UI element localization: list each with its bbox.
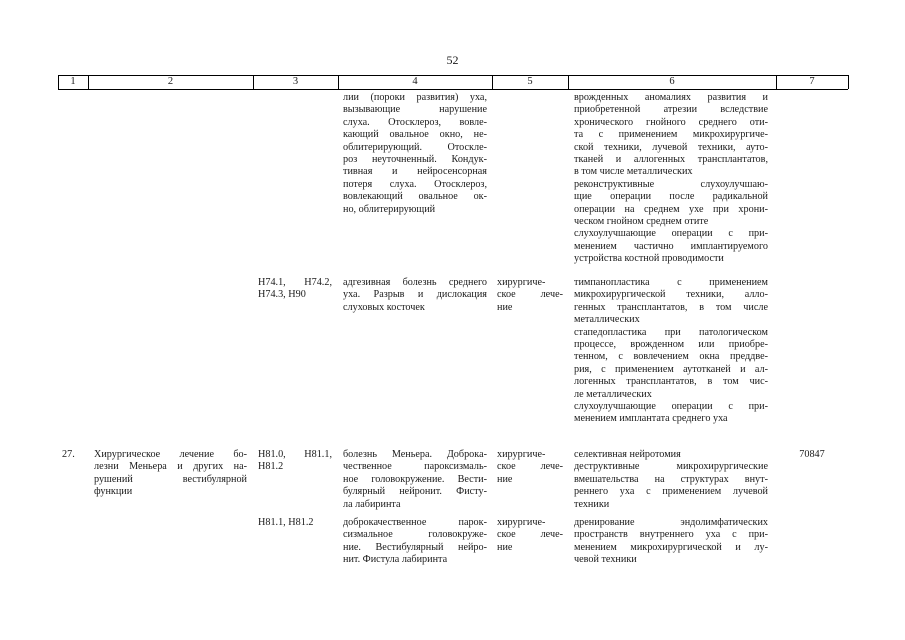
column-number: 3: [292, 76, 299, 87]
row27-cost: 70847: [799, 449, 825, 460]
header-rule-bottom: [58, 89, 848, 90]
h74-codes-cell: H74.1, H74.2, H74.3, H90: [258, 277, 332, 301]
page-number: 52: [446, 53, 459, 67]
h74-model-cell: адгезивная болезнь среднего уха. Разрыв и дислокация слуховых косточек: [343, 277, 487, 313]
column-number: 1: [70, 76, 76, 87]
row27-sub1-codes: H81.0, H81.1, H81.2: [258, 449, 332, 473]
column-number: 5: [527, 76, 533, 87]
row27-sub2-model: доброкачественное парок- сизмальное головокруже- ние. Вестибулярный нейро- нит. Фистула лабиринта: [343, 517, 487, 566]
h74-method-cell: тимпанопластика с применением микрохирургической техники, алло- генных трансплантатов, в том числе металлических стапедопластика при патологическом процессе, врожденном или приобре- тенном, с вовлечением окна преддве- рия, с применением аутотканей и ал- логенных трансплантатов, в том чис- ле металлических слухоулучшающие операции с при- менением имплантата среднего уха: [574, 277, 768, 425]
column-number: 4: [412, 76, 418, 87]
row27-sub2-codes: H81.1, H81.2: [258, 517, 314, 528]
column-number: 2: [167, 76, 174, 87]
row27-sub1-method: селективная нейротомия деструктивные микрохирургические вмешательства на структурах внут- реннего уха с применением лучевой техники: [574, 449, 768, 510]
h74-treatment-cell: хирургиче- ское лече- ние: [497, 277, 563, 313]
row27-number: 27.: [62, 449, 75, 460]
cont-model-cell: лии (пороки развития) уха, вызывающие нарушение слуха. Отосклероз, вовле- кающий овальное окно, не- облитерирующий. Отоскле- роз неуточненный. Кондук- тивная и нейросенсорная потеря слуха. Отосклероз, вовлекающий овальное ок- но, облитерирующий: [343, 92, 487, 215]
row27-sub1-model: болезнь Меньера. Доброка- чественное пароксизмаль- ное головокружение. Вести- булярный нейронит. Фисту- ла лабиринта: [343, 449, 487, 510]
row27-name-cell: Хирургическое лечение бо- лезни Меньера и других на- рушений вестибулярной функции: [94, 449, 247, 498]
row27-sub2-method: дренирование эндолимфатических пространств внутреннего уха с при- менением микрохирургической и лу- чевой техники: [574, 517, 768, 566]
row27-sub2-treatment: хирургиче- ское лече- ние: [497, 517, 563, 553]
column-number: 7: [809, 76, 815, 87]
cont-method-cell: врожденных аномалиях развития и приобретенной атрезии вследствие хронического гнойного среднего оти- та с применением микрохирургиче- ской техники, лучевой техники, ауто- тканей и аллогенных трансплантатов, в том числе металлических реконструктивные слухоулучшаю- щие операции после радикальной операции на среднем ухе при хрони- ческом гнойном среднем отите слухоулучшающие операции с при- менением частично имплантируемого устройства костной проводимости: [574, 92, 768, 265]
column-number: 6: [669, 76, 675, 87]
header-divider: [848, 75, 849, 89]
row27-sub1-treatment: хирургиче- ское лече- ние: [497, 449, 563, 485]
